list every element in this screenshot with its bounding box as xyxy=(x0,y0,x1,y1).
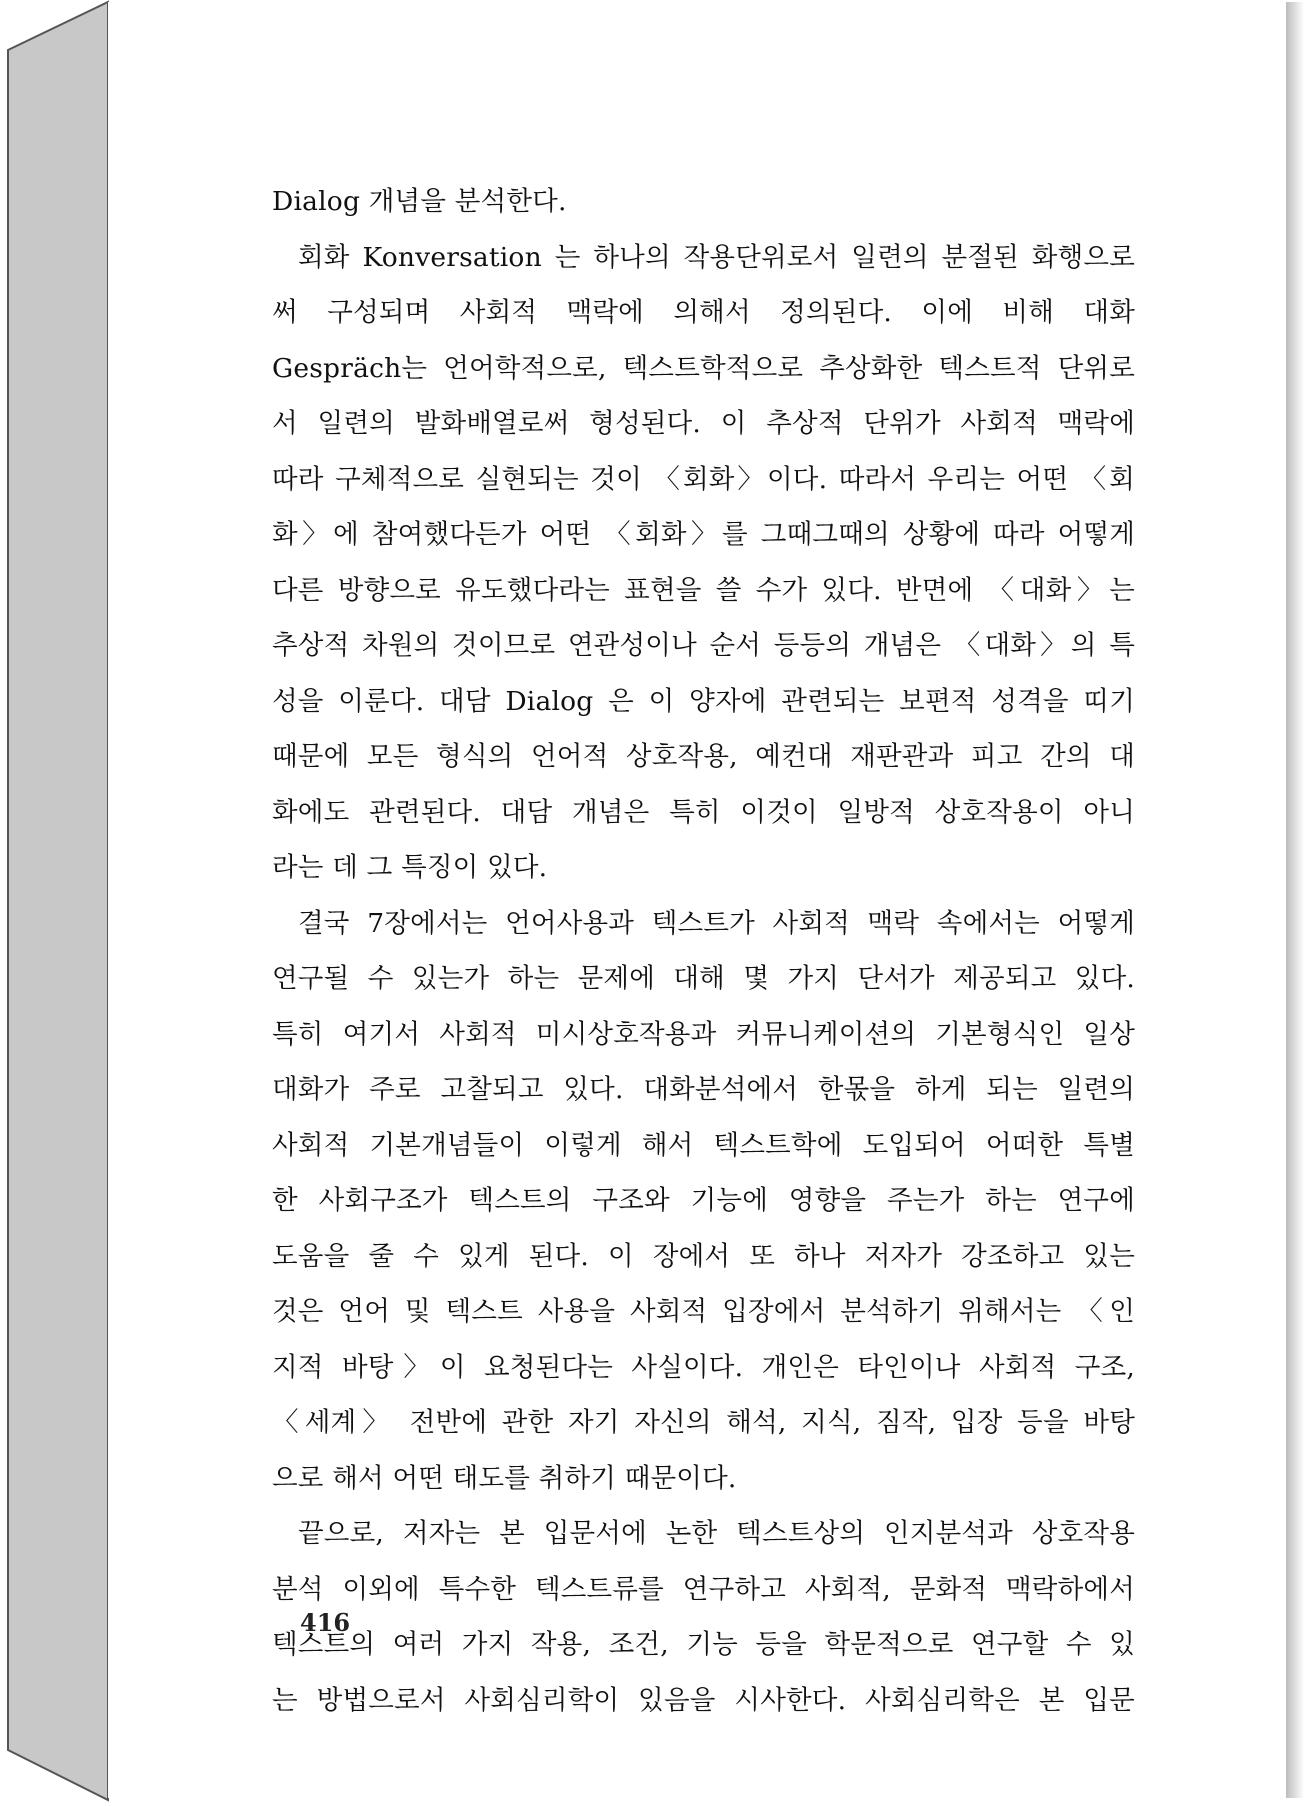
text-line: 끝으로, 저자는 본 입문서에 논한 텍스트상의 인지분석과 상호작용 xyxy=(298,1518,1135,1549)
text-line: 써 구성되며 사회적 맥락에 의해서 정의된다. 이에 비해 대화 xyxy=(272,297,1135,328)
page-number: 416 xyxy=(300,1608,351,1637)
text-line: 분석 이외에 특수한 텍스트류를 연구하고 사회적, 문화적 맥락하에서 xyxy=(272,1573,1135,1605)
text-line: 연구될 수 있는가 하는 문제에 대해 몇 가지 단서가 제공되고 있다. xyxy=(272,963,1135,994)
text-line: 때문에 모든 형식의 언어적 상호작용, 예컨대 재판관과 피고 간의 대 xyxy=(272,741,1135,772)
text-line: 사회적 기본개념들이 이렇게 해서 텍스트학에 도입되어 어떠한 특별 xyxy=(272,1129,1135,1161)
text-line: 회화 Konversation 는 하나의 작용단위로서 일련의 분절된 화행으로 xyxy=(298,241,1135,273)
text-line: 지적 바탕〉이 요청된다는 사실이다. 개인은 타인이나 사회적 구조, xyxy=(272,1351,1135,1383)
text-line: 는 방법으로서 사회심리학이 있음을 시사한다. 사회심리학은 본 입문 xyxy=(272,1684,1135,1716)
text-line: 결국 7장에서는 언어사용과 텍스트가 사회적 맥락 속에서는 어떻게 xyxy=(298,907,1135,939)
text-line: 대화가 주로 고찰되고 있다. 대화분석에서 한몫을 하게 되는 일련의 xyxy=(272,1074,1135,1105)
text-line: 따라 구체적으로 실현되는 것이 〈회화〉이다. 따라서 우리는 어떤 〈회 xyxy=(272,463,1135,495)
text-line: 한 사회구조가 텍스트의 구조와 기능에 영향을 주는가 하는 연구에 xyxy=(272,1185,1135,1216)
book-spine xyxy=(8,2,108,1800)
text-line: 화〉에 참여했다든가 어떤 〈회화〉를 그때그때의 상황에 따라 어떻게 xyxy=(272,519,1135,550)
text-line: 화에도 관련된다. 대담 개념은 특히 이것이 일방적 상호작용이 아니 xyxy=(272,796,1135,828)
text-line: 텍스트의 여러 가지 작용, 조건, 기능 등을 학문적으로 연구할 수 있 xyxy=(272,1629,1135,1660)
text-line: 으로 해서 어떤 태도를 취하기 때문이다. xyxy=(272,1462,737,1494)
text-line: 〈세계〉 전반에 관한 자기 자신의 해석, 지식, 짐작, 입장 등을 바탕 xyxy=(272,1407,1135,1438)
page-body-text xyxy=(272,174,1135,1728)
text-line: 것은 언어 및 텍스트 사용을 사회적 입장에서 분석하기 위해서는 〈인 xyxy=(272,1296,1135,1327)
text-line: 특히 여기서 사회적 미시상호작용과 커뮤니케이션의 기본형식인 일상 xyxy=(272,1018,1135,1050)
text-line: 도움을 줄 수 있게 된다. 이 장에서 또 하나 저자가 강조하고 있는 xyxy=(272,1240,1135,1272)
text-line: 라는 데 그 특징이 있다. xyxy=(272,852,548,883)
text-line: Gespräch는 언어학적으로, 텍스트학적으로 추상화한 텍스트적 단위로 xyxy=(272,352,1135,384)
text-line: 서 일련의 발화배열로써 형성된다. 이 추상적 단위가 사회적 맥락에 xyxy=(272,408,1135,439)
text-line: 다른 방향으로 유도했다라는 표현을 쓸 수가 있다. 반면에 〈대화〉는 xyxy=(272,574,1135,606)
text-line: 성을 이룬다. 대담 Dialog 은 이 양자에 관련되는 보편적 성격을 띠기 xyxy=(272,685,1135,717)
text-line: 추상적 차원의 것이므로 연관성이나 순서 등등의 개념은 〈대화〉의 특 xyxy=(272,630,1135,661)
text-line: Dialog 개념을 분석한다. xyxy=(272,186,567,217)
page-edge-shadow xyxy=(1286,2,1304,1798)
